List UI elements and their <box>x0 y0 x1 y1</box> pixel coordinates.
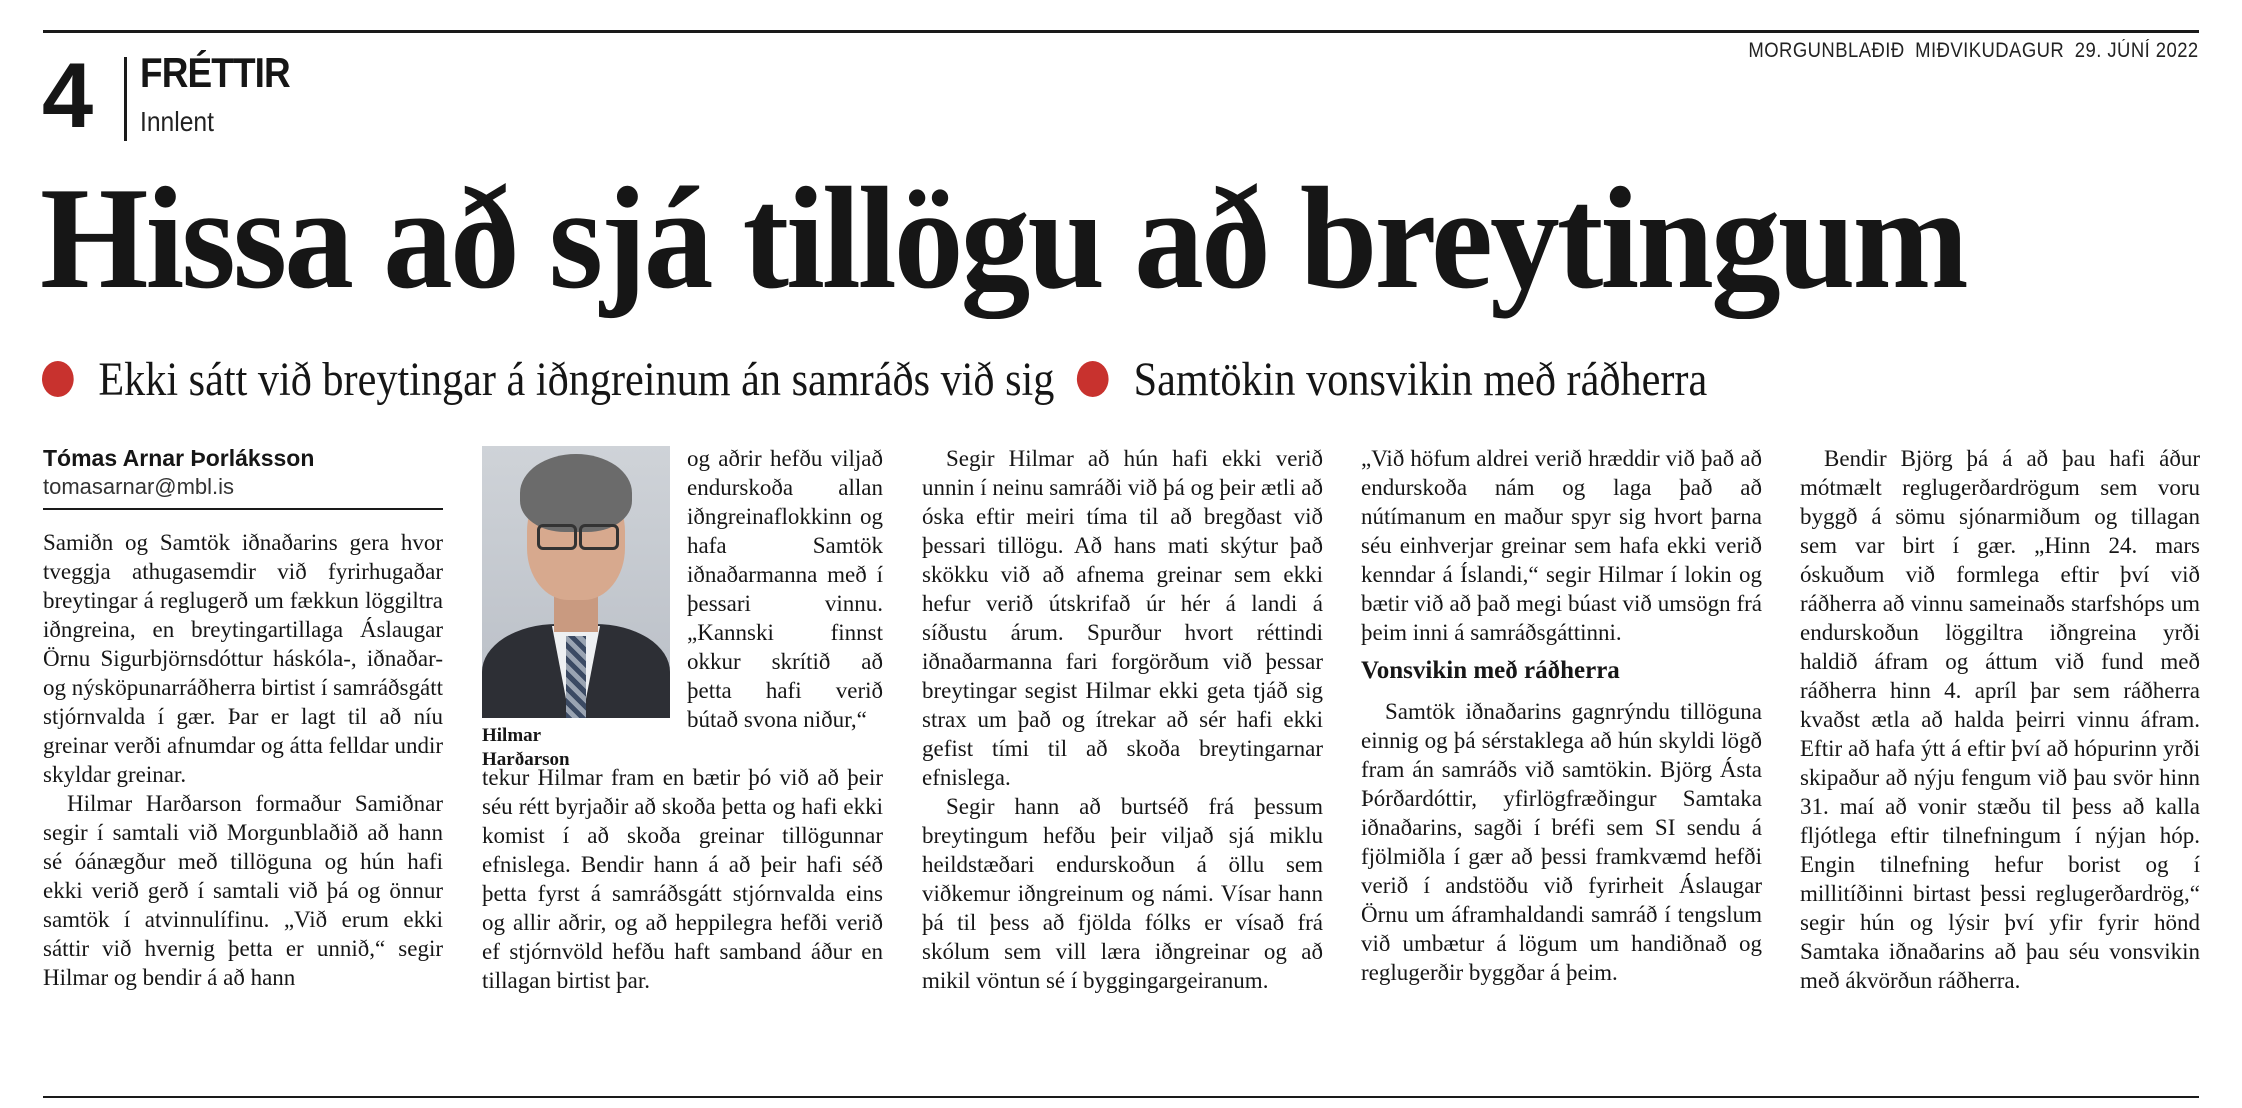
masthead <box>1738 38 2199 63</box>
byline-rule <box>43 508 443 510</box>
paragraph: Bendir Björg þá á að þau hafi áður mótmælt reglugerðardrögum sem voru byggð á sömu sjónarmiðum og tillagan sem var birt í gær. „Hinn 24. mars óskuðum við formlega eftir því við ráðherra að vinnu sameinaðs starfshóps um endurskoðun löggiltra iðngreina yrði haldið áfram og áttum við fund með ráðherra hinn 4. apríl þar sem ráðherra kvaðst ætla að halda þeirri vinnu áfram. Eftir að hafa ýtt á eftir því að hópurinn yrði skipaður að nýju fengum við þau svör hinn 31. maí að vonir stæðu til þess að kalla fljótlega eftir tilnefningum í nýjan hóp. Engin tilnefning hefur borist og í millitíðinni birtast þessi reglugerðardrög,“ segir hún og lýsir því yfir fyrir hönd Samtaka iðnaðarins að þau séu vonsvikin með ákvörðun ráðherra. <box>1800 446 2200 993</box>
paragraph: Segir hann að burtséð frá þessum breytingum hefðu þeir viljað sjá miklu heildstæðari endurskoðun á öllu sem viðkemur iðngreinum og námi. Vísar hann þá til þess að fjölda fólks er vísað frá skólum sem vill læra iðngreinar og að mikil vöntun sé í byggingargeiranum. <box>922 794 1323 993</box>
bottom-rule <box>43 1096 2199 1098</box>
top-rule <box>43 30 2199 33</box>
article-headline: Hissa að sjá tillögu að breytingum <box>40 157 1966 319</box>
paragraph: Samtök iðnaðarins gagnrýndu tillöguna einnig og þá sérstaklega að hún skyldi lögð fram án samráðs við samtökin. Björg Ásta Þórðardóttir, yfirlögfræðingur Samtaka iðnaðarins, sagði í bréfi sem SI sendu á fjölmiðla í gær að þessi framkvæmd hefði verið í andstöðu við fyrirheit Áslaugar Örnu um áframhaldandi samráð í tengslum við umbætur á lögum um handiðnað og reglugerðir byggðar á þeim. <box>1361 699 1762 985</box>
column-1 <box>43 528 443 992</box>
byline <box>43 444 443 501</box>
paragraph: Segir Hilmar að hún hafi ekki verið unnin í neinu samráði við þá og þeir ætli að óska eftir meiri tíma til að bregðast við þessari tillögu. Að hans mati skýtur það skökku við að afnema greinar sem ekki hefur verið útskrifað úr hér á landi á síðustu árum. Spurður hvort réttindi iðnaðarmanna fari forgörðum við þessar breytingar segist Hilmar ekki geta tjáð sig strax um það og ítrekar að sér hafi ekki gefist tími til að skoða breytingarnar efnislega. <box>922 446 1323 790</box>
column-3 <box>922 444 1323 995</box>
crosshead: Vonsvikin með ráðherra <box>1361 657 1620 684</box>
column-4 <box>1361 444 1762 987</box>
masthead-date: 29. JÚNÍ 2022 <box>2075 39 2199 62</box>
subheads <box>42 354 1943 407</box>
photo-caption: Hilmar Harðarson <box>482 725 570 770</box>
author-name: Tómas Arnar Þorláksson <box>43 445 315 471</box>
paragraph: „Við höfum aldrei verið hræddir við það að endurskoða nám og laga það að nútímanum en maður spyr sig hvort þarna séu einhverjar greinar sem hafa ekki verið kenndar á Íslandi,“ segir Hilmar í lokin og bætir við að það megi búast við umsögn frá þeim inni á samráðsgáttinni. <box>1361 446 1762 645</box>
paragraph: tekur Hilmar fram en bætir þó við að þeir séu rétt byrjaðir að skoða þetta og hafi ekki komist í að skoða greinar tillögunnar efnislega. Bendir hann á að þeir hafi séð þetta fyrst á samráðsgátt stjórnvalda eins og allir aðrir, og að heppilegra hefði verið ef stjórnvöld hefðu haft samband áður en tillagan birtist þar. <box>482 765 883 993</box>
paragraph: Samiðn og Samtök iðnaðarins gera hvor tveggja athugasemdir við fyrirhugaðar breytingar á reglugerð um fækkun löggiltra iðngreina, en breytingartillaga Áslaugar Örnu Sigurbjörnsdóttur háskóla-, iðnaðar- og nýsköpunarráðherra birtist í samráðsgátt stjórnvalda í gær. Þar er lagt til að níu greinar verði afnumdar og átta felldar undir skyldar greinar. <box>43 530 443 787</box>
bullet-icon <box>1077 361 1109 397</box>
column-2 <box>482 763 883 995</box>
subhead-2: Samtökin vonsvikin með ráðherra <box>1133 353 1708 406</box>
paragraph: Hilmar Harðarson formaður Samiðnar segir í samtali við Morgunblaðið að hann sé óánægður með tillöguna og hún hafi ekki verið gerð í samtali við þá og önnur samtök í atvinnulífinu. „Við erum ekki sáttir við hvernig þetta er unnið,“ segir Hilmar og bendir á að hann <box>43 791 443 990</box>
column-5 <box>1800 444 2200 995</box>
section-divider <box>124 57 127 141</box>
bullet-icon <box>42 361 74 397</box>
subhead-1: Ekki sátt við breytingar á iðngreinum án samráðs við sig <box>98 353 1055 406</box>
portrait-photo <box>482 446 670 718</box>
section-subtitle: Innlent <box>140 106 214 137</box>
masthead-weekday: MIÐVIKUDAGUR <box>1915 39 2065 62</box>
section-title: FRÉTTIR <box>140 49 290 96</box>
masthead-paper: MORGUNBLAÐIÐ <box>1748 39 1905 62</box>
column-2-top <box>687 444 883 734</box>
paragraph: og aðrir hefðu viljað endurskoða allan iðngreinaflokkinn og hafa Samtök iðnaðarmanna með í þessari vinnu. „Kannski finnst okkur skrítið að þetta hafi verið bútað svona niður,“ <box>687 446 883 732</box>
author-email[interactable]: tomasarnar@mbl.is <box>43 473 235 499</box>
page-number: 4 <box>42 45 92 147</box>
